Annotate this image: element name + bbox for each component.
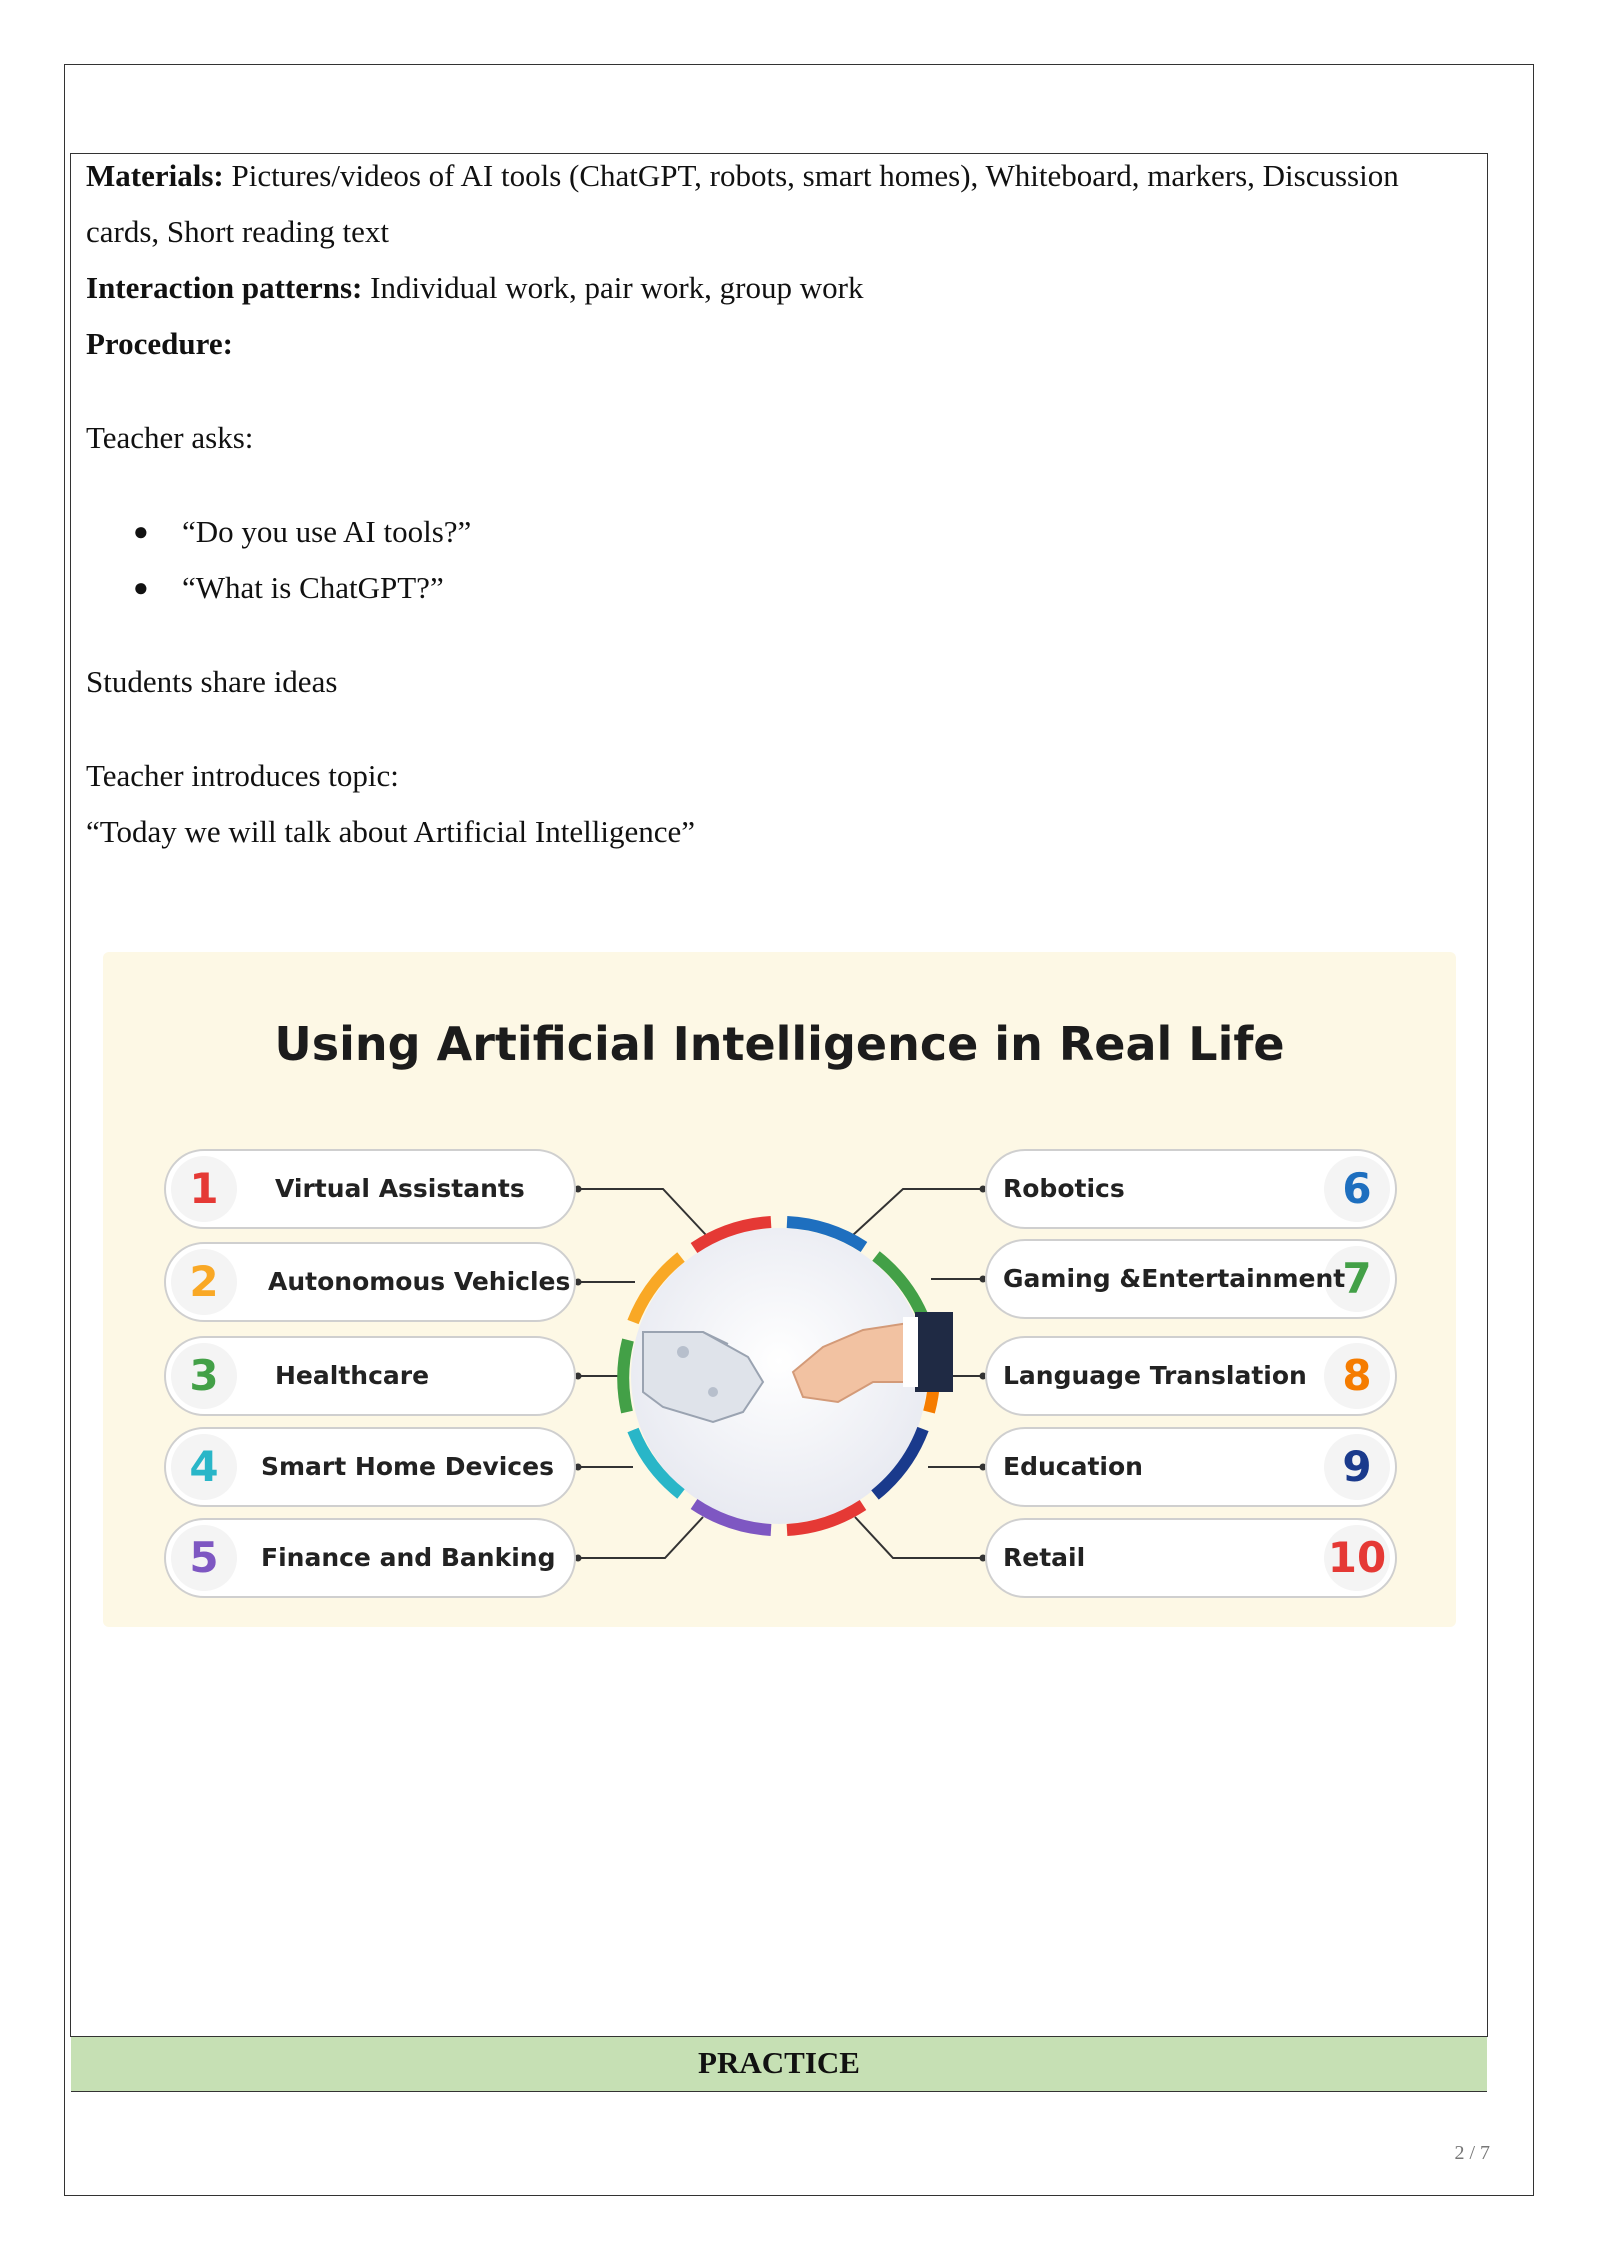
question-list [86,504,1476,616]
procedure-label: Procedure: [86,326,233,361]
item-label: Language Translation [1003,1361,1307,1390]
item-label: Finance and Banking [261,1543,556,1572]
interaction-line [86,260,1476,316]
item-number: 7 [1342,1254,1372,1303]
materials-text: Pictures/videos of AI tools (ChatGPT, robots, smart homes), Whiteboard, markers, Discussion cards, Short reading text [86,158,1399,249]
item-number: 1 [189,1164,219,1213]
topic-quote: “Today we will talk about Artificial Intelligence” [86,814,695,849]
ai-uses-infographic [103,952,1456,1627]
students-share: Students share ideas [86,664,338,699]
item-number: 10 [1327,1533,1387,1582]
item-number: 6 [1342,1164,1372,1213]
page-number: 2 / 7 [1454,2142,1490,2164]
bullet-icon: ● [133,517,149,546]
question-item: ● “What is ChatGPT?” [86,560,1476,616]
bullet-icon: ● [133,573,149,602]
item-number: 5 [189,1533,219,1582]
item-label: Robotics [1003,1174,1125,1203]
materials-line [86,148,1476,260]
interaction-text: Individual work, pair work, group work [362,270,864,305]
item-label: Healthcare [275,1361,430,1390]
item-number: 9 [1342,1442,1372,1491]
item-label: Autonomous Vehicles [268,1267,571,1296]
item-number: 8 [1342,1351,1372,1400]
item-label: Virtual Assistants [275,1174,525,1203]
teacher-asks: Teacher asks: [86,420,254,455]
teacher-introduces: Teacher introduces topic: [86,758,399,793]
item-label: Gaming &Entertainment [1003,1264,1346,1293]
item-label: Retail [1003,1543,1086,1572]
item-number: 3 [189,1351,219,1400]
interaction-label: Interaction patterns: [86,270,363,305]
item-number: 4 [189,1442,219,1491]
question-item: ● “Do you use AI tools?” [86,504,1476,560]
item-number: 2 [189,1257,219,1306]
materials-label: Materials: [86,158,224,193]
lesson-procedure-text [86,148,1476,860]
item-label: Smart Home Devices [261,1452,554,1481]
item-label: Education [1003,1452,1143,1481]
practice-section-header: PRACTICE [71,2036,1487,2092]
infographic-title: Using Artificial Intelligence in Real Life [274,1017,1285,1071]
